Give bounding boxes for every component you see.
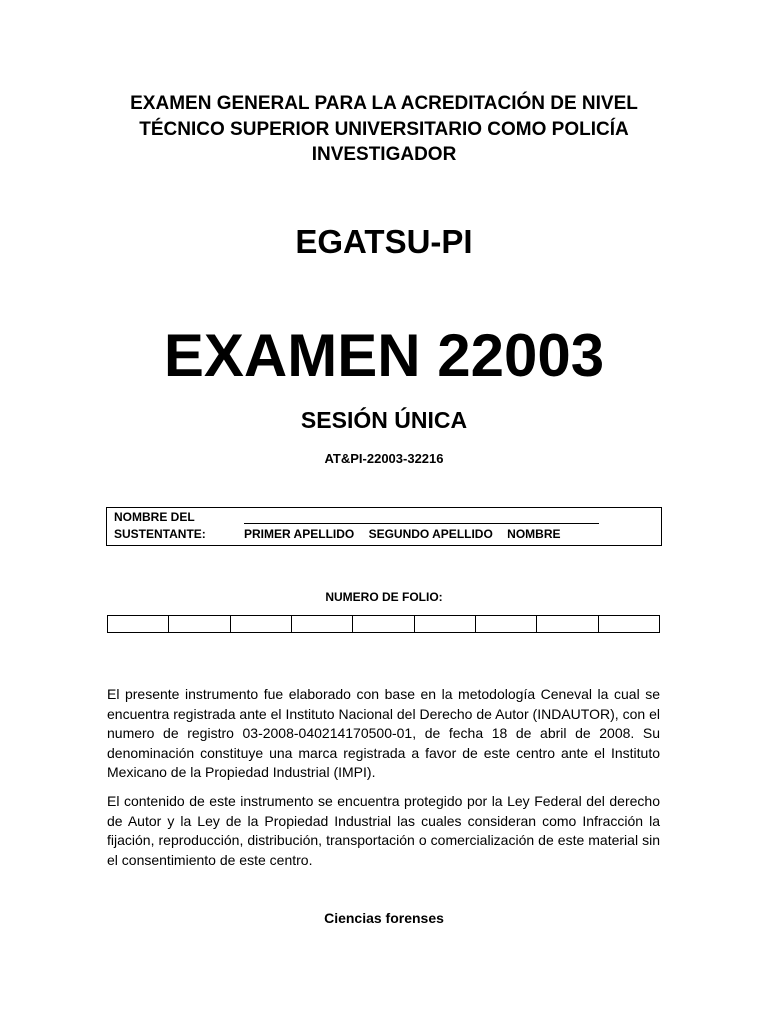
folio-cell xyxy=(108,616,169,632)
candidate-name-fields xyxy=(244,526,572,543)
methodology-paragraph: El presente instrumento fue elaborado con base en la metodología Ceneval la cual se encuentra registrada ante el Instituto Nacional del Derecho de Autor (INDAUTOR), con el numero de registro 03-2008-040214170500-01, de fecha 18 de abril de 2008. Su denominación constituye una marca registrada a favor de este centro ante el Instituto Mexicano de la Propiedad Industrial (IMPI). xyxy=(107,686,660,780)
main-title-line-3: INVESTIGADOR xyxy=(311,144,457,165)
exam-number: EXAMEN 22003 xyxy=(163,322,605,389)
folio-cell xyxy=(415,616,476,632)
folio-cell xyxy=(353,616,414,632)
candidate-label-line-1: NOMBRE DEL xyxy=(114,510,195,524)
folio-cell xyxy=(292,616,353,632)
candidate-name-label xyxy=(114,509,206,543)
candidate-label-line-2: SUSTENTANTE: xyxy=(114,527,206,541)
main-title-line-1: EXAMEN GENERAL PARA LA ACREDITACIÓN DE NIVEL xyxy=(130,93,638,114)
folio-number-label: NUMERO DE FOLIO: xyxy=(325,590,443,604)
folio-cell xyxy=(231,616,292,632)
registry-code: AT&PI-22003-32216 xyxy=(324,451,444,466)
given-name-label: NOMBRE xyxy=(507,527,561,541)
second-surname-label: SEGUNDO APELLIDO xyxy=(368,527,493,541)
first-surname-label: PRIMER APELLIDO xyxy=(244,527,355,541)
folio-cell xyxy=(537,616,598,632)
folio-cell xyxy=(169,616,230,632)
document-main-title xyxy=(0,91,768,168)
copyright-paragraph: El contenido de este instrumento se encuentra protegido por la Ley Federal del derecho de Autor y la Ley de la Propiedad Industrial las cuales consideran como Infracción la fijación, reproducción, distribución, transportación o comercialización de este material sin el consentimiento de este centro. xyxy=(107,793,660,868)
subject-title: Ciencias forenses xyxy=(324,910,444,926)
session-label: SESIÓN ÚNICA xyxy=(300,407,468,433)
folio-number-grid xyxy=(107,615,660,633)
candidate-name-write-line xyxy=(244,523,599,524)
folio-cell xyxy=(599,616,659,632)
exam-code: EGATSU-PI xyxy=(295,223,473,260)
candidate-name-box xyxy=(106,507,662,546)
main-title-line-2: TÉCNICO SUPERIOR UNIVERSITARIO COMO POLICÍA xyxy=(139,118,629,140)
folio-cell xyxy=(476,616,537,632)
